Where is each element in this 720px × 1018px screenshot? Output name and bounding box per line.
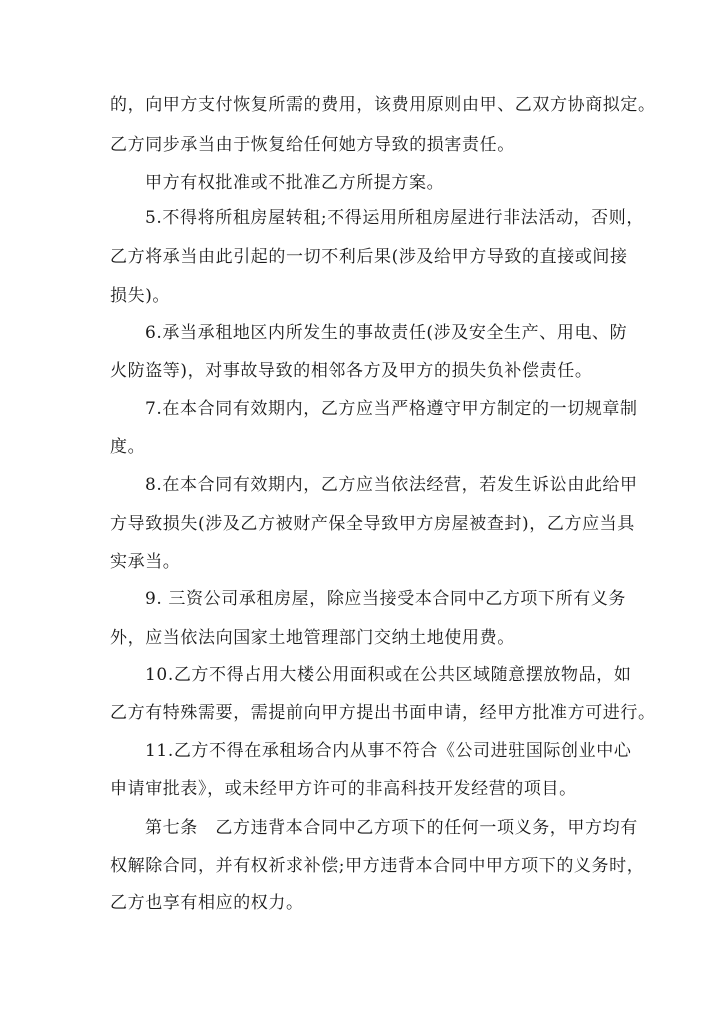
- text-line: 外，应当依法向国家土地管理部门交纳土地使用费。: [110, 628, 515, 648]
- text-line: 8.在本合同有效期内，乙方应当依法经营，若发生诉讼由此给甲: [145, 475, 638, 495]
- text-line: 火防盗等)，对事故导致的相邻各方及甲方的损失负补偿责任。: [110, 361, 593, 381]
- text-line: 9. 三资公司承租房屋，除应当接受本合同中乙方项下所有义务: [145, 589, 627, 609]
- text-line: 乙方同步承当由于恢复给任何她方导致的损害责任。: [110, 135, 515, 155]
- text-line: 第七条 乙方违背本合同中乙方项下的任何一项义务，甲方均有: [145, 818, 638, 838]
- text-line: 申请审批表》，或未经甲方许可的非高科技开发经营的项目。: [110, 779, 577, 799]
- text-line: 的，向甲方支付恢复所需的费用，该费用原则由甲、乙双方协商拟定。: [110, 95, 656, 115]
- text-line: 5.不得将所租房屋转租;不得运用所租房屋进行非法活动，否则，: [145, 208, 644, 228]
- text-line: 损失)。: [110, 286, 171, 306]
- text-line: 乙方将承当由此引起的一切不利后果(涉及给甲方导致的直接或间接: [110, 247, 628, 267]
- text-line: 6.承当承租地区内所发生的事故责任(涉及安全生产、用电、防: [145, 323, 628, 343]
- text-line: 度。: [110, 437, 146, 457]
- text-line: 权解除合同，并有权祈求补偿;甲方违背本合同中甲方项下的义务时，: [110, 856, 645, 876]
- text-line: 方导致损失(涉及乙方被财产保全导致甲方房屋被查封)，乙方应当具: [110, 514, 635, 534]
- text-line: 10.乙方不得占用大楼公用面积或在公共区域随意摆放物品，如: [145, 665, 632, 685]
- text-line: 11.乙方不得在承租场合内从事不符合《公司进驻国际创业中心: [145, 741, 632, 761]
- text-line: 乙方也享有相应的权力。: [110, 893, 304, 913]
- text-line: 实承当。: [110, 552, 181, 572]
- text-line: 乙方有特殊需要，需提前向甲方提出书面申请，经甲方批准方可进行。: [110, 703, 656, 723]
- text-line: 甲方有权批准或不批准乙方所提方案。: [145, 173, 445, 193]
- text-line: 7.在本合同有效期内，乙方应当严格遵守甲方制定的一切规章制: [145, 399, 638, 419]
